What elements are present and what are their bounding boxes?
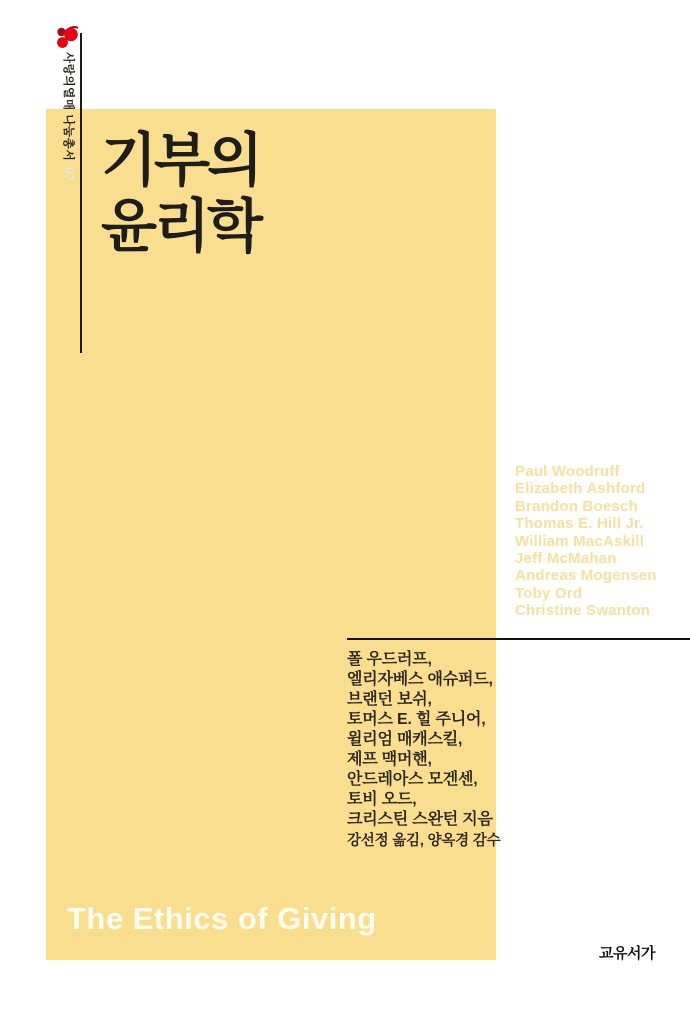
english-subtitle: The Ethics of Giving: [67, 901, 377, 936]
list-item: 안드레아스 모겐센,: [347, 771, 478, 788]
list-item: Elizabeth Ashford: [515, 480, 646, 498]
list-item: 폴 우드러프,: [347, 651, 432, 668]
list-item: 제프 맥머핸,: [347, 751, 432, 768]
translator-credit: 강선정 옮김, 양옥경 감수: [347, 833, 501, 849]
list-item: 토머스 E. 힐 주니어,: [347, 711, 486, 728]
list-item: Brandon Boesch: [515, 497, 638, 515]
book-title-line-2: 윤리학: [101, 194, 261, 259]
list-item: Christine Swanton: [515, 602, 651, 620]
book-title: [101, 128, 260, 260]
list-item: 브랜던 보쉬,: [347, 691, 432, 708]
list-item: 토비 오드,: [347, 791, 417, 808]
series-volume-number: 07: [62, 167, 74, 182]
spine-divider-line: [80, 33, 82, 353]
list-item: William MacAskill: [515, 532, 645, 550]
list-item: Andreas Mogensen: [515, 567, 657, 585]
publisher-logo: 교유서가: [599, 945, 655, 962]
list-item: Thomas E. Hill Jr.: [515, 515, 644, 533]
sarang-fruit-of-love-icon: [55, 25, 81, 53]
series-label: 사랑의열매 나눔총서: [62, 52, 74, 162]
book-title-line-1: 기부의: [101, 128, 261, 193]
list-item: 엘리자베스 애슈퍼드,: [347, 671, 493, 688]
authors-list-korean: [347, 650, 493, 830]
list-item: Toby Ord: [515, 584, 583, 602]
list-item: Jeff McMahan: [515, 550, 617, 568]
list-item: 윌리엄 매캐스킬,: [347, 731, 463, 748]
authors-list-english: [515, 463, 657, 620]
list-item: Paul Woodruff: [515, 463, 620, 480]
list-item: 크리스틴 스완턴 지음: [347, 811, 493, 828]
series-spine-text: [61, 52, 77, 181]
horizontal-rule: [347, 638, 690, 640]
